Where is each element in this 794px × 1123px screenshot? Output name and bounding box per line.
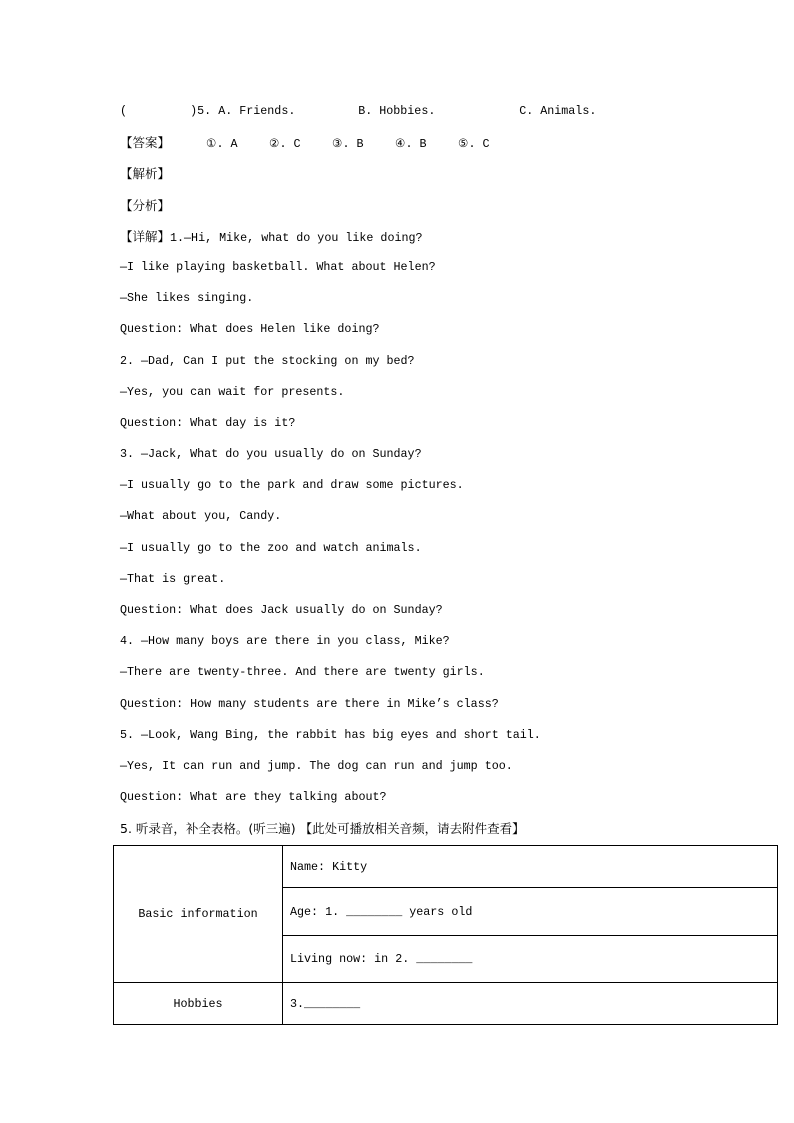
detail-line: Question: How many students are there in Mike’s class? — [120, 696, 499, 711]
question-5-options — [120, 96, 780, 127]
detail-line: Question: What does Helen like doing? — [120, 322, 380, 337]
answer-item: ④. B — [395, 137, 427, 152]
answer-item: ①. A — [206, 137, 238, 152]
analysis-label: 【解析】 — [120, 166, 171, 182]
detail-line: 1.—Hi, Mike, what do you like doing? — [170, 230, 423, 245]
detail-line: —That is great. — [120, 571, 226, 586]
answer-label: 【答案】 — [120, 135, 171, 151]
detail-line: Question: What does Jack usually do on Sunday? — [120, 603, 443, 617]
fenxi-label: 【分析】 — [120, 197, 171, 213]
detail-label: 【详解】 — [120, 228, 171, 244]
detail-line: —I usually go to the park and draw some pictures. — [120, 478, 464, 493]
option-a: A. Friends. — [218, 104, 296, 118]
document-body — [120, 96, 780, 845]
hobbies-label: Hobbies — [114, 983, 283, 1025]
answer-blank: ( ) — [120, 104, 198, 118]
living-cell[interactable]: Living now: in 2. ________ — [283, 936, 778, 983]
detail-line: 2. —Dad, Can I put the stocking on my bed? — [120, 353, 415, 368]
basic-information-label: Basic information — [114, 846, 283, 983]
info-table — [113, 845, 778, 1025]
detail-line: —I like playing basketball. What about Helen? — [120, 259, 436, 274]
detail-line: 3. —Jack, What do you usually do on Sunday? — [120, 447, 422, 462]
section-5-title: 5. 听录音，补全表格。(听三遍) 【此处可播放相关音频，请去附件查看】 — [120, 821, 525, 837]
detail-line: —What about you, Candy. — [120, 509, 282, 524]
answer-line — [120, 127, 780, 158]
question-number: 5. — [197, 104, 212, 118]
detail-line: —There are twenty-three. And there are twenty girls. — [120, 665, 485, 680]
hobbies-cell[interactable]: 3.________ — [283, 983, 778, 1025]
age-cell[interactable]: Age: 1. ________ years old — [283, 888, 778, 936]
option-b: B. Hobbies. — [358, 104, 436, 118]
answer-item: ⑤. C — [458, 137, 490, 152]
detail-line: Question: What are they talking about? — [120, 790, 387, 805]
detail-line: —Yes, you can wait for presents. — [120, 384, 345, 399]
option-c: C. Animals. — [519, 104, 597, 118]
detail-line: —I usually go to the zoo and watch animals. — [120, 540, 422, 555]
detail-line: —She likes singing. — [120, 291, 254, 306]
answer-item: ③. B — [332, 137, 364, 152]
answer-item: ②. C — [269, 137, 301, 152]
detail-line: 5. —Look, Wang Bing, the rabbit has big eyes and short tail. — [120, 727, 541, 742]
detail-line: —Yes, It can run and jump. The dog can run and jump too. — [120, 758, 513, 773]
detail-line: 4. —How many boys are there in you class, Mike? — [120, 634, 450, 649]
name-cell: Name: Kitty — [283, 846, 778, 888]
detail-line: Question: What day is it? — [120, 415, 296, 430]
